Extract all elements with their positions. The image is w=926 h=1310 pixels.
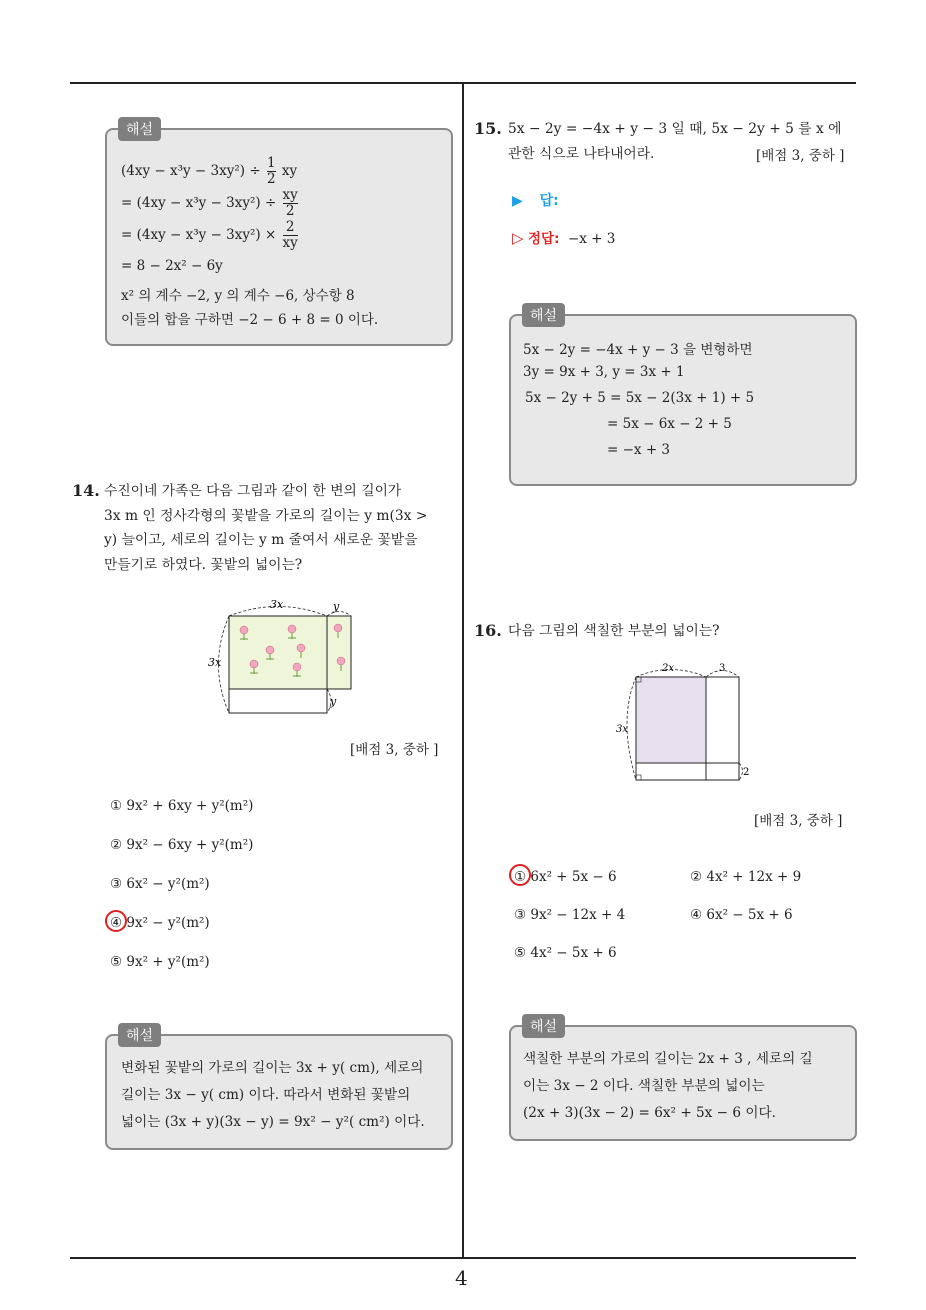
- q13-sol-line2: = (4xy − x³y − 3xy²) ÷ $\frac{xy}{2}$: [121, 187, 298, 219]
- q15-sol-line5: = −x + 3: [607, 442, 671, 458]
- play-outline-icon: ▷: [512, 229, 524, 247]
- q14-sol-line1: 변화된 꽃밭의 가로의 길이는 3x + y( cm), 세로의: [121, 1060, 424, 1076]
- q14-choice-2[interactable]: ② 9x² − 6xy + y²(m²): [110, 837, 254, 853]
- column-divider: [462, 82, 464, 1259]
- q14-choice-3[interactable]: ③ 6x² − y²(m²): [110, 876, 210, 892]
- q14-fig-label-top: 3x: [270, 598, 284, 611]
- q15-answer-row[interactable]: [512, 190, 559, 210]
- q16-fig-label-left: 3x: [616, 724, 629, 735]
- q13-sol-line5: x² 의 계수 −2, y 의 계수 −6, 상수항 8: [121, 288, 355, 304]
- q16-sol-line1: 색칠한 부분의 가로의 길이는 2x + 3 , 세로의 길: [523, 1051, 813, 1067]
- page-number: 4: [455, 1266, 468, 1290]
- q14-text-line3: y) 늘이고, 세로의 길이는 y m 줄여서 새로운 꽃밭을: [104, 532, 418, 548]
- q15-correct-value: −x + 3: [567, 231, 616, 247]
- q16-choice-5[interactable]: ⑤ 4x² − 5x + 6: [514, 945, 617, 961]
- q16-fig-label-top-left: 2x: [662, 663, 675, 674]
- q14-choice-1[interactable]: ① 9x² + 6xy + y²(m²): [110, 798, 254, 814]
- q14-fig-label-bottom: y: [330, 695, 337, 708]
- q14-text-line1: 수진이네 가족은 다음 그림과 같이 한 변의 길이가: [104, 483, 402, 499]
- q16-solution-tag: 해설: [522, 1014, 565, 1038]
- q14-choice-5[interactable]: ⑤ 9x² + y²(m²): [110, 954, 210, 970]
- q15-text-line2: 관한 식으로 나타내어라.: [508, 145, 655, 162]
- q13-solution-box: [105, 128, 453, 346]
- q14-choice-4[interactable]: ④ 9x² − y²(m²): [110, 915, 210, 931]
- q15-sol-line3: 5x − 2y + 5 = 5x − 2(3x + 1) + 5: [525, 390, 755, 406]
- q14-number: 14.: [72, 481, 100, 500]
- q15-correct-label: 정답:: [528, 231, 560, 247]
- q13-solution-tag: 해설: [118, 117, 161, 141]
- q16-question: 다음 그림의 색칠한 부분의 넓이는?: [508, 623, 720, 639]
- q15-text-line1: 5x − 2y = −4x + y − 3 일 때, 5x − 2y + 5 를 x 에: [508, 121, 842, 137]
- q16-choice-3[interactable]: ③ 9x² − 12x + 4: [514, 907, 626, 923]
- q13-sol-line4: = 8 − 2x² − 6y: [121, 258, 223, 274]
- q15-solution-box: [509, 314, 857, 486]
- q15-sol-line2: 3y = 9x + 3, y = 3x + 1: [523, 364, 685, 380]
- q14-points: [배점 3, 중하 ]: [350, 742, 439, 758]
- q14-garden-figure: [200, 595, 360, 720]
- q16-sol-line2: 이는 3x − 2 이다. 색칠한 부분의 넓이는: [523, 1078, 765, 1094]
- q13-sol-line3: = (4xy − x³y − 3xy²) × $\frac{2}{xy}$: [121, 219, 298, 251]
- q16-rectangle-figure: [610, 658, 758, 784]
- q16-fig-label-top-right: 3: [719, 663, 726, 674]
- q16-number: 16.: [474, 621, 502, 640]
- q14-answer-circle-mark: [105, 910, 127, 932]
- q14-solution-tag: 해설: [118, 1023, 161, 1047]
- q14-sol-line3: 넓이는 (3x + y)(3x − y) = 9x² − y²( cm²) 이다.: [121, 1114, 425, 1130]
- q14-fig-label-left: 3x: [208, 656, 222, 669]
- q14-question: [104, 479, 456, 577]
- q15-points: [배점 3, 중하 ]: [756, 148, 845, 164]
- q16-answer-circle-mark: [509, 864, 531, 886]
- q13-sol-line6: 이들의 합을 구하면 −2 − 6 + 8 = 0 이다.: [121, 312, 379, 328]
- q13-sol-line1: (4xy − x³y − 3xy²) ÷ $\frac{1}{2}$ xy: [121, 155, 298, 187]
- q16-choice-2[interactable]: ② 4x² + 12x + 9: [690, 869, 802, 885]
- play-icon: ▶: [512, 193, 523, 209]
- q15-answer-label: 답:: [539, 193, 559, 209]
- q16-choice-4[interactable]: ④ 6x² − 5x + 6: [690, 907, 793, 923]
- q14-solution-box: [105, 1034, 453, 1150]
- q15-solution-tag: 해설: [522, 303, 565, 327]
- q14-text-line2: 3x m 인 정사각형의 꽃밭을 가로의 길이는 y m(3x >: [104, 507, 428, 524]
- q15-sol-line4: = 5x − 6x − 2 + 5: [607, 416, 732, 432]
- q14-fig-label-right-top: y: [333, 600, 340, 613]
- q15-correct-row: [512, 227, 615, 247]
- q14-sol-line2: 길이는 3x − y( cm) 이다. 따라서 변화된 꽃밭의: [121, 1087, 411, 1103]
- q16-points: [배점 3, 중하 ]: [754, 813, 843, 829]
- q15-sol-line1: 5x − 2y = −4x + y − 3 을 변형하면: [523, 342, 753, 358]
- q16-choice-1[interactable]: ① 6x² + 5x − 6: [514, 869, 617, 885]
- q15-number: 15.: [474, 119, 502, 138]
- q16-sol-line3: (2x + 3)(3x − 2) = 6x² + 5x − 6 이다.: [523, 1105, 776, 1121]
- q16-solution-box: [509, 1025, 857, 1141]
- q14-text-line4: 만들기로 하였다. 꽃밭의 넓이는?: [104, 556, 303, 573]
- q16-fig-label-right: 2: [743, 767, 750, 778]
